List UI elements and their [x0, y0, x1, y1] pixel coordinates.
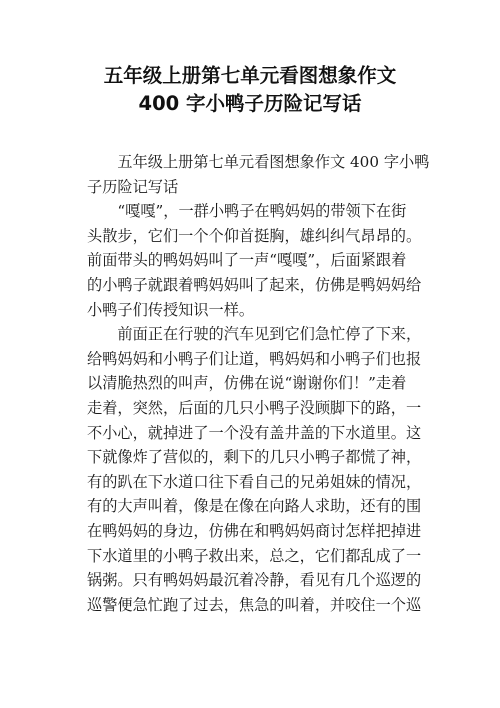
- body-line: 以清脆热烈的叫声，仿佛在说“谢谢你们！”走着: [87, 374, 407, 393]
- document-title-line-1: 五年级上册第七单元看图想象作文: [103, 64, 397, 87]
- body-line: 巡警便急忙跑了过去，焦急的叫着，并咬住一个巡: [87, 595, 422, 614]
- body-line: “嘎嘎”，一群小鸭子在鸭妈妈的带领下在街: [87, 202, 407, 221]
- body-line: 给鸭妈妈和小鸭子们让道，鸭妈妈和小鸭子们也报: [87, 349, 422, 368]
- body-line: 五年级上册第七单元看图想象作文 400 字小鸭: [87, 153, 430, 171]
- body-line: 有的趴在下水道口往下看自己的兄弟姐妹的情况，: [87, 472, 422, 491]
- body-line: 锅粥。只有鸭妈妈最沉着冷静，看见有几个巡逻的: [87, 571, 422, 590]
- body-line: 在鸭妈妈的身边，仿佛在和鸭妈妈商讨怎样把掉进: [87, 522, 422, 540]
- document-title-line-2: 400 字小鸭子历险记写话: [138, 92, 362, 115]
- body-line: 前面带头的鸭妈妈叫了一声“嘎嘎”，后面紧跟着: [87, 251, 407, 270]
- body-line: 小鸭子们传授知识一样。: [87, 300, 255, 319]
- body-line: 头散步，它们一个个仰首挺胸，雄纠纠气昂昂的。: [87, 226, 422, 245]
- body-line: 前面正在行驶的汽车见到它们急忙停了下来，: [87, 325, 422, 344]
- body-line: 下就像炸了营似的，剩下的几只小鸭子都慌了神，: [87, 448, 422, 467]
- body-line: 的小鸭子就跟着鸭妈妈叫了起来，仿佛是鸭妈妈给: [87, 276, 422, 294]
- body-line: 不小心，就掉进了一个没有盖井盖的下水道里。这: [87, 423, 422, 442]
- body-line: 有的大声叫着，像是在像在向路人求助，还有的围: [87, 497, 422, 516]
- body-line: 子历险记写话: [87, 177, 179, 196]
- body-line: 下水道里的小鸭子救出来，总之，它们都乱成了一: [87, 546, 422, 565]
- body-line: 走着，突然，后面的几只小鸭子没顾脚下的路，一: [87, 399, 422, 417]
